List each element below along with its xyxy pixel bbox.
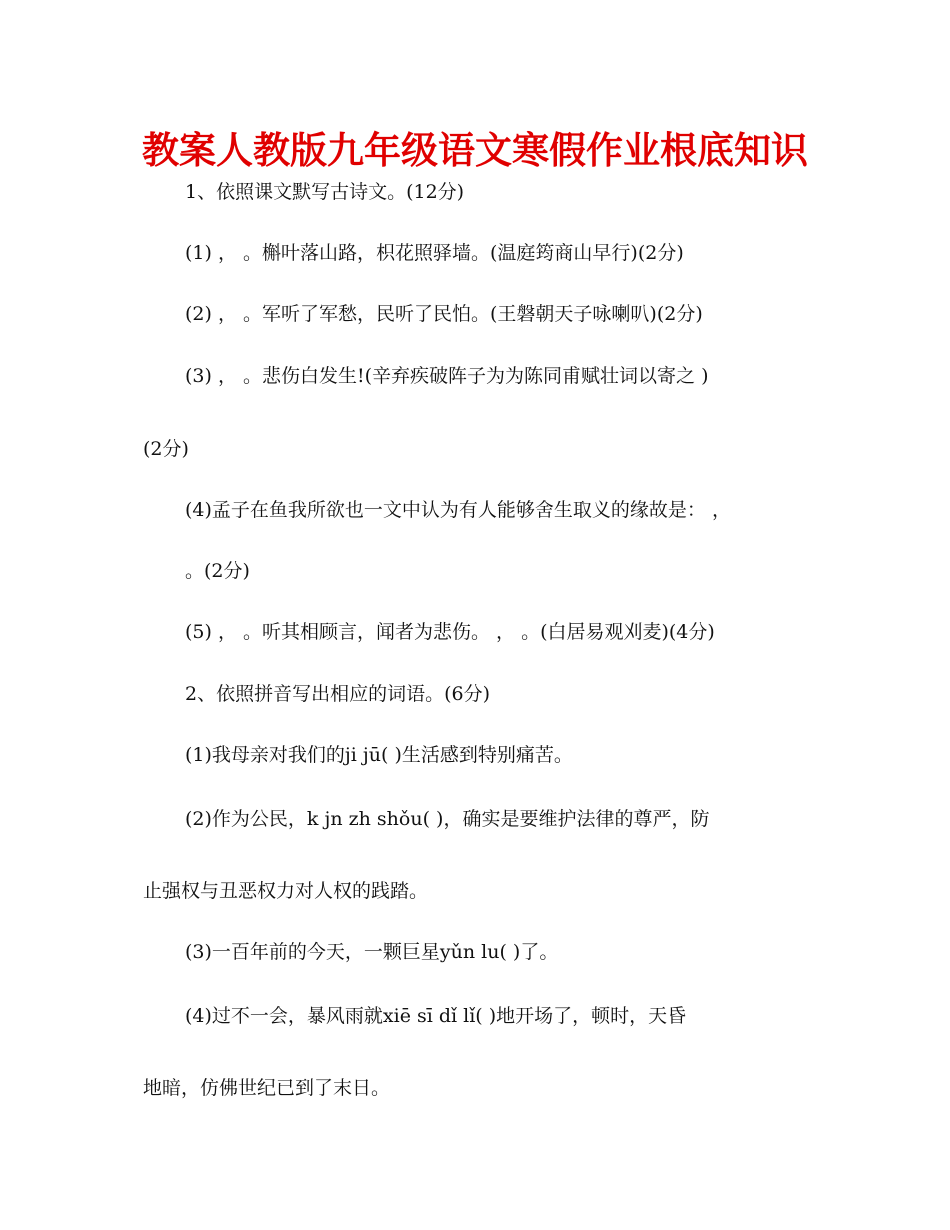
- question-1-item-3: (3) ， 。悲伤白发生!(辛弃疾破阵子为为陈同甫赋壮词以寄之 ): [185, 365, 709, 387]
- document-title: 教案人教版九年级语文寒假作业根底知识: [142, 129, 808, 172]
- question-2-item-3: (3)一百年前的今天，一颗巨星yǔn lu( )了。: [185, 941, 559, 963]
- question-1-item-1: (1) ， 。槲叶落山路，枳花照驿墙。(温庭筠商山早行)(2分): [185, 242, 684, 264]
- question-1-item-5: (5) ， 。听其相顾言，闻者为悲伤。 ， 。(白居易观刈麦)(4分): [185, 621, 715, 643]
- question-2-item-4-continued: 地暗，仿佛世纪已到了末日。: [143, 1077, 391, 1099]
- question-2-item-1: (1)我母亲对我们的ji jū( )生活感到特别痛苦。: [185, 744, 573, 766]
- question-2-item-2-continued: 止强权与丑恶权力对人权的践踏。: [143, 880, 429, 902]
- question-2-heading: 2、依照拼音写出相应的词语。(6分): [185, 683, 491, 705]
- question-1-heading: 1、依照课文默写古诗文。(12分): [185, 181, 465, 203]
- question-1-item-4: (4)孟子在鱼我所欲也一文中认为有人能够舍生取义的缘故是： ，: [185, 499, 731, 521]
- question-2-item-4: (4)过不一会，暴风雨就xiē sī dǐ lǐ( )地开场了，顿时，天昏: [185, 1005, 687, 1027]
- question-1-item-2: (2) ， 。军听了军愁，民听了民怕。(王磐朝天子咏喇叭)(2分): [185, 303, 703, 325]
- question-1-item-4-continued: 。(2分): [185, 560, 250, 582]
- question-2-item-2: (2)作为公民，k jn zh shǒu( )，确实是要维护法律的尊严，防: [185, 808, 710, 830]
- question-1-item-3-continued: (2分): [143, 438, 189, 460]
